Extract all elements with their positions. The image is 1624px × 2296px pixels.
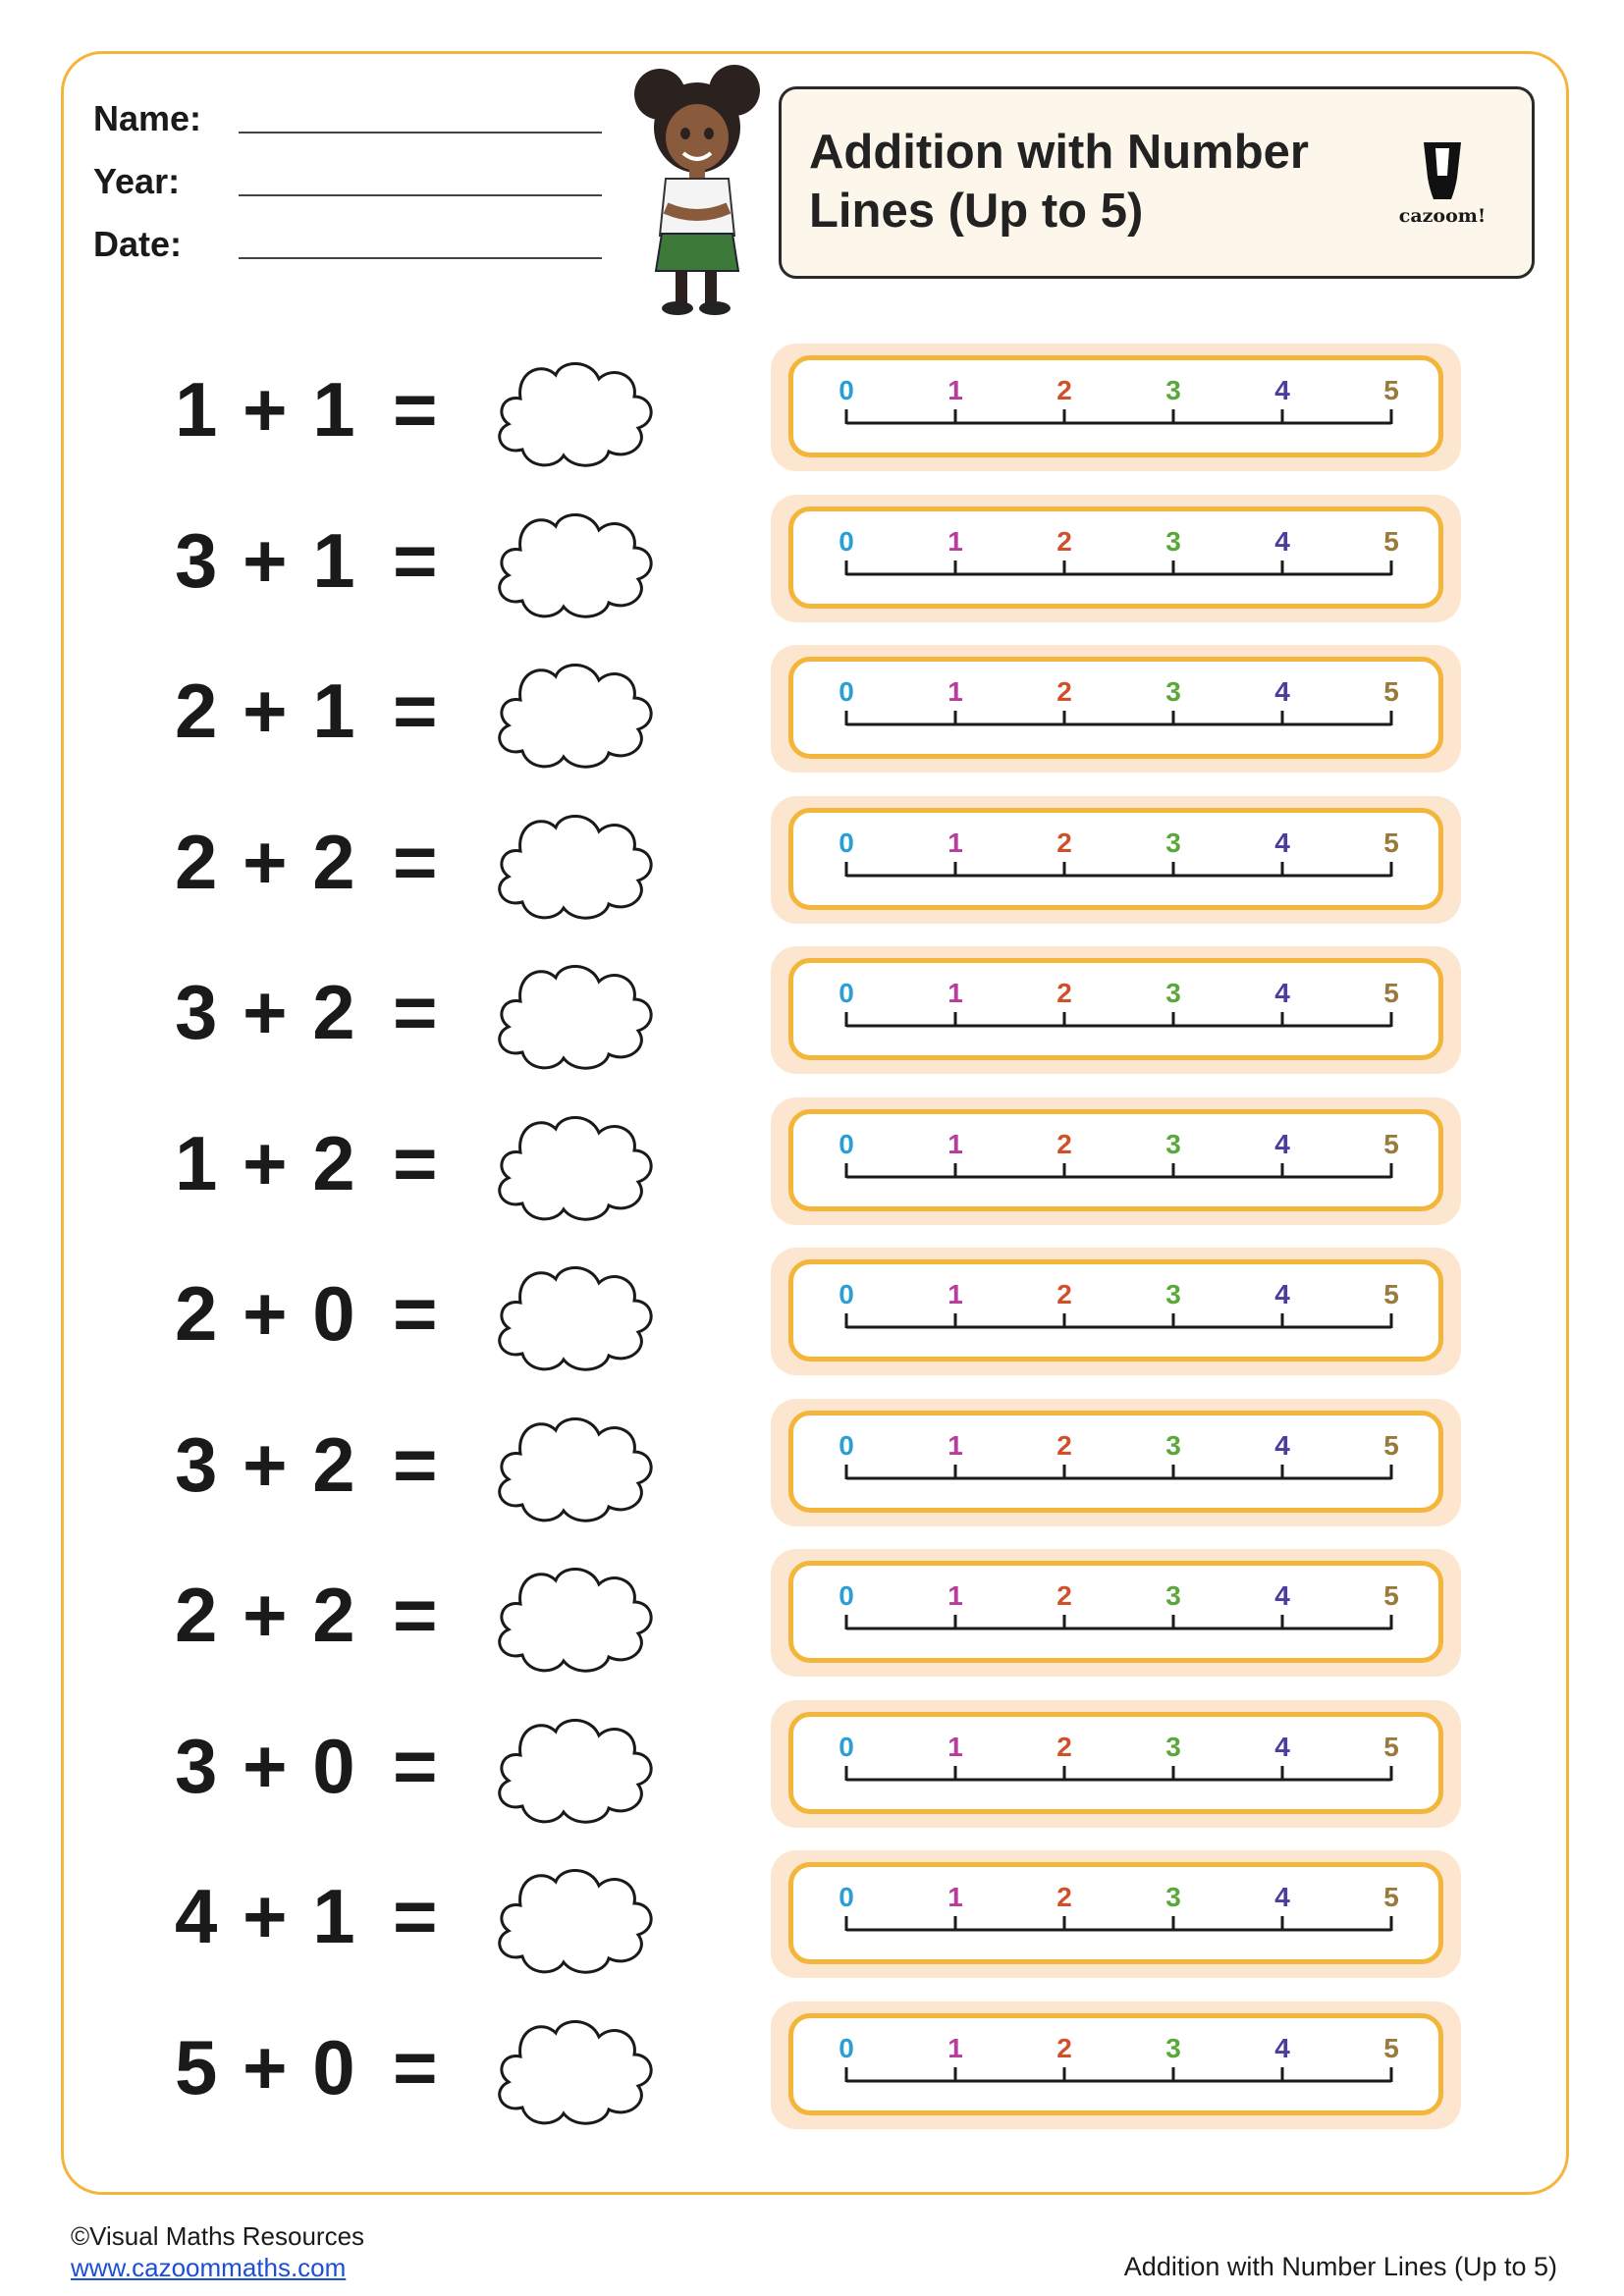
answer-cloud-box[interactable] [481,1553,668,1682]
answer-cloud-box[interactable] [481,1101,668,1231]
number-line[interactable] [793,963,1438,1055]
problem-row [0,1549,1624,1686]
number-line-label: 0 [839,526,854,557]
number-line-label: 5 [1383,1129,1399,1159]
answer-cloud-box[interactable] [481,1704,668,1834]
addition-expression: 3 + 0 [175,1723,357,1809]
number-line-label: 3 [1165,1129,1181,1159]
number-line-panel [771,1248,1461,1375]
problem-row [0,1399,1624,1536]
number-line-frame [788,657,1443,759]
number-line-label: 4 [1274,676,1290,707]
answer-cloud-box[interactable] [481,1403,668,1532]
number-line-label: 0 [839,2033,854,2063]
number-line-label: 1 [947,978,963,1008]
number-line-label: 5 [1383,1279,1399,1309]
number-line-label: 5 [1383,676,1399,707]
number-line-label: 1 [947,1430,963,1461]
number-line-label: 2 [1056,375,1072,405]
worksheet-title: Addition with Number Lines (Up to 5) [809,126,1309,238]
number-line-label: 1 [947,1580,963,1611]
number-line-label: 2 [1056,1129,1072,1159]
number-line[interactable] [793,1566,1438,1658]
girl-character-illustration [619,61,776,318]
number-line-label: 0 [839,676,854,707]
number-line[interactable] [793,2018,1438,2110]
number-line-label: 0 [839,1580,854,1611]
number-line-label: 3 [1165,676,1181,707]
number-line[interactable] [793,1114,1438,1206]
answer-cloud-box[interactable] [481,800,668,930]
problem-row [0,1097,1624,1235]
number-line-label: 5 [1383,1580,1399,1611]
addition-expression: 2 + 1 [175,667,357,754]
answer-cloud-box[interactable] [481,950,668,1080]
number-line-label: 2 [1056,978,1072,1008]
number-line-label: 3 [1165,828,1181,858]
problem-row [0,1850,1624,1988]
addition-expression: 3 + 1 [175,517,357,604]
name-field[interactable] [239,102,602,133]
number-line-panel [771,1549,1461,1677]
number-line-label: 1 [947,828,963,858]
number-line-panel [771,1399,1461,1526]
addition-expression: 1 + 1 [175,366,357,453]
number-line-label: 1 [947,1129,963,1159]
answer-cloud-box[interactable] [481,499,668,628]
number-line-label: 3 [1165,1279,1181,1309]
answer-cloud-box[interactable] [481,1854,668,1984]
number-line-frame [788,2013,1443,2115]
cazoom-logo [1398,138,1487,237]
number-line-label: 0 [839,828,854,858]
year-field[interactable] [239,165,602,196]
year-row [93,161,602,202]
number-line-label: 1 [947,676,963,707]
number-line-panel [771,796,1461,924]
number-line-label: 4 [1274,1882,1290,1912]
number-line[interactable] [793,1867,1438,1959]
number-line-label: 0 [839,978,854,1008]
number-line-label: 4 [1274,978,1290,1008]
number-line-label: 5 [1383,978,1399,1008]
answer-cloud-box[interactable] [481,1252,668,1381]
number-line-label: 3 [1165,2033,1181,2063]
number-line-label: 3 [1165,1882,1181,1912]
addition-expression: 4 + 1 [175,1873,357,1959]
number-line-frame [788,1411,1443,1513]
copyright-text: ©Visual Maths Resources [71,2221,365,2251]
addition-expression: 3 + 2 [175,969,357,1055]
answer-cloud-box[interactable] [481,2005,668,2135]
number-line-label: 2 [1056,828,1072,858]
number-line-label: 5 [1383,375,1399,405]
number-line[interactable] [793,1264,1438,1357]
number-line-label: 4 [1274,526,1290,557]
problem-row [0,1700,1624,1838]
name-row [93,98,602,139]
number-line-label: 3 [1165,1580,1181,1611]
date-row [93,224,602,265]
year-label: Year: [93,161,181,201]
number-line-label: 2 [1056,1279,1072,1309]
addition-expression: 1 + 2 [175,1120,357,1206]
number-line-frame [788,1109,1443,1211]
number-line-label: 2 [1056,676,1072,707]
number-line-panel [771,2002,1461,2129]
equals-sign: = [393,1723,438,1809]
number-line-frame [788,1712,1443,1814]
number-line-frame [788,1862,1443,1964]
number-line[interactable] [793,1415,1438,1508]
number-line-label: 4 [1274,2033,1290,2063]
number-line-label: 4 [1274,1129,1290,1159]
number-line-label: 3 [1165,526,1181,557]
number-line-panel [771,344,1461,471]
number-line-label: 5 [1383,526,1399,557]
number-line-panel [771,1097,1461,1225]
number-line-label: 4 [1274,1430,1290,1461]
number-line-frame [788,1259,1443,1362]
answer-cloud-box[interactable] [481,347,668,477]
equals-sign: = [393,1572,438,1658]
number-line-label: 2 [1056,1430,1072,1461]
number-line-label: 2 [1056,1580,1072,1611]
number-line[interactable] [793,511,1438,604]
number-line[interactable] [793,813,1438,905]
number-line-label: 5 [1383,1882,1399,1912]
number-line-label: 1 [947,1732,963,1762]
addition-expression: 3 + 2 [175,1421,357,1508]
number-line-frame [788,1561,1443,1663]
addition-expression: 2 + 2 [175,1572,357,1658]
number-line-label: 5 [1383,2033,1399,2063]
website-link[interactable]: www.cazoommaths.com [71,2253,347,2282]
equals-sign: = [393,1873,438,1959]
equals-sign: = [393,969,438,1055]
number-line-label: 1 [947,1279,963,1309]
number-line-label: 4 [1274,375,1290,405]
number-line-frame [788,507,1443,609]
problem-row [0,796,1624,934]
number-line-label: 0 [839,1732,854,1762]
addition-expression: 5 + 0 [175,2024,357,2110]
date-label: Date: [93,224,183,264]
number-line-label: 3 [1165,375,1181,405]
name-label: Name: [93,98,202,138]
number-line-label: 0 [839,1279,854,1309]
date-field[interactable] [239,228,602,259]
equals-sign: = [393,1421,438,1508]
number-line-panel [771,946,1461,1074]
number-line-label: 4 [1274,1732,1290,1762]
number-line-label: 5 [1383,828,1399,858]
number-line-label: 2 [1056,1882,1072,1912]
footer-worksheet-title: Addition with Number Lines (Up to 5) [1123,2252,1557,2281]
equals-sign: = [393,819,438,905]
number-line-label: 2 [1056,1732,1072,1762]
number-line-panel [771,645,1461,773]
number-line-label: 0 [839,375,854,405]
number-line-frame [788,355,1443,457]
number-line-label: 3 [1165,1732,1181,1762]
addition-expression: 2 + 2 [175,819,357,905]
number-line-label: 2 [1056,2033,1072,2063]
problem-row [0,645,1624,782]
number-line-frame [788,808,1443,910]
number-line[interactable] [793,1717,1438,1809]
number-line-label: 0 [839,1430,854,1461]
equals-sign: = [393,366,438,453]
number-line-panel [771,1850,1461,1978]
number-line-frame [788,958,1443,1060]
number-line-panel [771,1700,1461,1828]
number-line-label: 0 [839,1129,854,1159]
number-line[interactable] [793,662,1438,754]
number-line-label: 5 [1383,1732,1399,1762]
number-line-label: 5 [1383,1430,1399,1461]
cazoom-logo-icon [1398,138,1487,203]
number-line-label: 4 [1274,1279,1290,1309]
title-box [779,86,1535,279]
number-line-label: 3 [1165,978,1181,1008]
equals-sign: = [393,1270,438,1357]
addition-expression: 2 + 0 [175,1270,357,1357]
problem-row [0,2002,1624,2139]
equals-sign: = [393,517,438,604]
answer-cloud-box[interactable] [481,649,668,778]
number-line-label: 4 [1274,828,1290,858]
number-line[interactable] [793,360,1438,453]
number-line-label: 4 [1274,1580,1290,1611]
number-line-label: 2 [1056,526,1072,557]
number-line-label: 0 [839,1882,854,1912]
equals-sign: = [393,2024,438,2110]
number-line-label: 1 [947,526,963,557]
number-line-panel [771,495,1461,622]
problem-row [0,1248,1624,1385]
problem-row [0,344,1624,481]
number-line-label: 3 [1165,1430,1181,1461]
problem-row [0,495,1624,632]
cazoom-logo-text: cazoom! [1398,205,1487,227]
number-line-label: 1 [947,2033,963,2063]
number-line-label: 1 [947,1882,963,1912]
equals-sign: = [393,667,438,754]
problem-row [0,946,1624,1084]
footer-left [71,2220,364,2283]
equals-sign: = [393,1120,438,1206]
number-line-label: 1 [947,375,963,405]
